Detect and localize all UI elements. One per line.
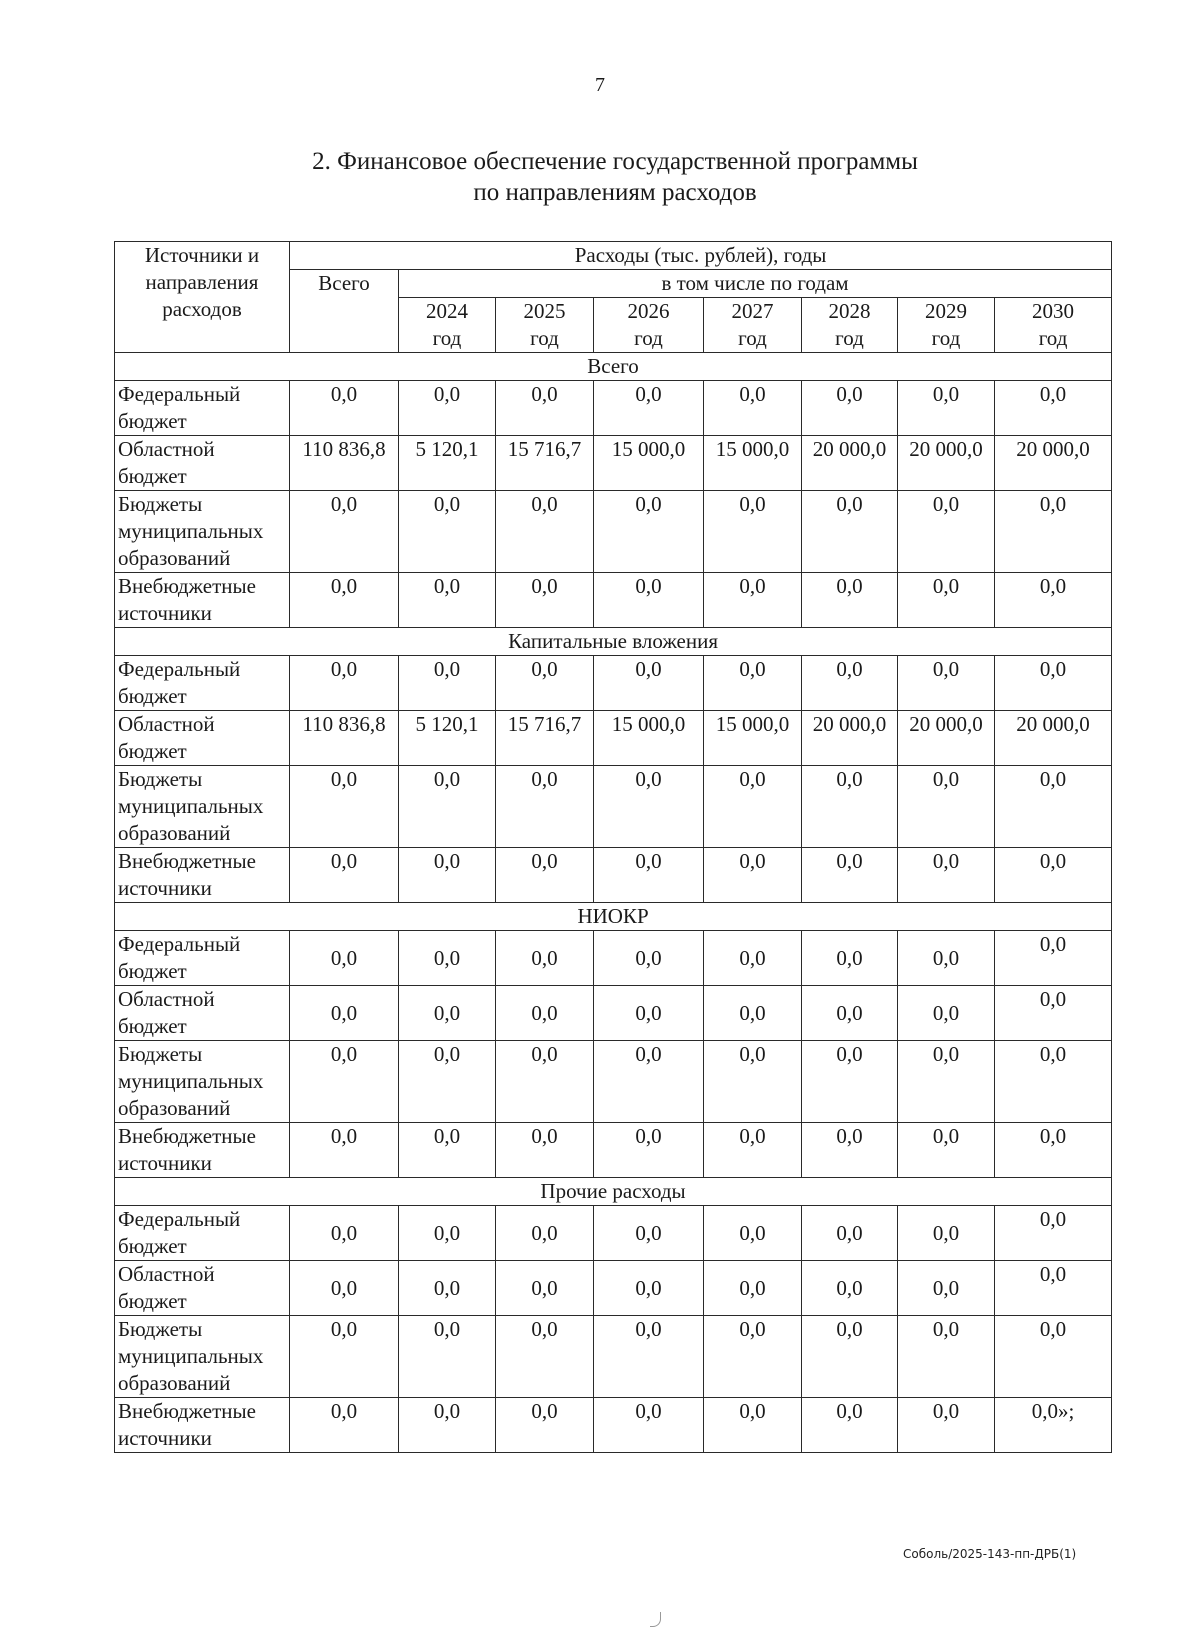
header-year: [496, 298, 594, 353]
value-cell: 0,0: [496, 1261, 594, 1316]
header-year-word: год: [634, 326, 663, 350]
header-expenses: Расходы (тыс. рублей), годы: [290, 242, 1112, 270]
value-cell: 0,0: [898, 766, 995, 848]
header-year-number: 2026: [627, 299, 670, 323]
value-cell: 0,0: [594, 848, 704, 903]
value-cell: 20 000,0: [898, 436, 995, 491]
value-cell: 15 716,7: [496, 711, 594, 766]
value-cell: 110 836,8: [290, 436, 399, 491]
header-year: [802, 298, 898, 353]
header-year: [594, 298, 704, 353]
row-label: Областной бюджет: [115, 436, 290, 491]
header-year-number: 2030: [1032, 299, 1075, 323]
header-year-number: 2027: [731, 299, 774, 323]
value-cell: 0,0: [704, 1398, 802, 1453]
row-label: Внебюджетные источники: [115, 848, 290, 903]
value-cell: 0,0: [290, 848, 399, 903]
value-cell: 0,0: [898, 931, 995, 986]
value-cell: 20 000,0: [802, 436, 898, 491]
value-cell: 0,0: [290, 1123, 399, 1178]
row-label: Внебюджетные источники: [115, 1123, 290, 1178]
header-year: [995, 298, 1112, 353]
value-cell: 0,0: [995, 1316, 1112, 1398]
value-cell: 0,0: [704, 1123, 802, 1178]
value-cell: 0,0: [399, 1398, 496, 1453]
header-total: Всего: [290, 270, 399, 353]
value-cell: 20 000,0: [995, 436, 1112, 491]
value-cell: 0,0: [995, 848, 1112, 903]
value-cell: 0,0: [594, 1123, 704, 1178]
section-title: Всего: [115, 353, 1112, 381]
header-including-years: в том числе по годам: [399, 270, 1112, 298]
value-cell: 0,0: [898, 1398, 995, 1453]
header-year-number: 2029: [925, 299, 967, 323]
value-cell: 20 000,0: [802, 711, 898, 766]
row-label: Областной бюджет: [115, 1261, 290, 1316]
value-cell: 0,0: [594, 1261, 704, 1316]
table-row: [115, 986, 1112, 1041]
table-row: [115, 491, 1112, 573]
value-cell: 0,0: [594, 573, 704, 628]
value-cell: 0,0: [995, 1261, 1112, 1316]
value-cell: 0,0: [290, 1398, 399, 1453]
section-header-row: [115, 353, 1112, 381]
section-title: НИОКР: [115, 903, 1112, 931]
row-label: Федеральный бюджет: [115, 656, 290, 711]
row-label: Федеральный бюджет: [115, 1206, 290, 1261]
value-cell: 0,0: [290, 931, 399, 986]
value-cell: 0,0: [496, 656, 594, 711]
value-cell: 0,0: [704, 381, 802, 436]
table-row: [115, 1316, 1112, 1398]
value-cell: 0,0: [802, 1398, 898, 1453]
value-cell: 0,0: [290, 1261, 399, 1316]
value-cell: 0,0: [802, 766, 898, 848]
value-cell: 0,0: [399, 766, 496, 848]
value-cell: 0,0: [898, 656, 995, 711]
value-cell: 0,0: [995, 931, 1112, 986]
value-cell: 0,0: [594, 1041, 704, 1123]
value-cell: 0,0: [704, 573, 802, 628]
value-cell: 0,0: [995, 381, 1112, 436]
value-cell: 0,0: [594, 381, 704, 436]
value-cell: 5 120,1: [399, 711, 496, 766]
header-year-word: год: [432, 326, 462, 350]
value-cell: 0,0: [704, 1316, 802, 1398]
value-cell: 0,0: [995, 491, 1112, 573]
value-cell: 0,0: [898, 1316, 995, 1398]
value-cell: 0,0: [399, 1316, 496, 1398]
header-year-word: год: [1038, 326, 1068, 350]
value-cell: 0,0: [399, 931, 496, 986]
table-body: [115, 353, 1112, 1453]
value-cell: 0,0: [898, 1261, 995, 1316]
value-cell: 0,0: [802, 573, 898, 628]
value-cell: 0,0: [995, 1123, 1112, 1178]
value-cell: 0,0: [496, 1398, 594, 1453]
table-row: [115, 1123, 1112, 1178]
value-cell: 0,0: [898, 381, 995, 436]
value-cell: 0,0: [898, 986, 995, 1041]
value-cell: 0,0: [802, 1261, 898, 1316]
value-cell: 0,0: [898, 1041, 995, 1123]
value-cell: 0,0: [802, 986, 898, 1041]
table-row: [115, 436, 1112, 491]
value-cell: 0,0: [704, 1261, 802, 1316]
table-row: [115, 1261, 1112, 1316]
value-cell: 0,0: [399, 381, 496, 436]
section-title: Капитальные вложения: [115, 628, 1112, 656]
row-label: Бюджеты муниципальных образований: [115, 766, 290, 848]
page-number: 7: [595, 74, 605, 96]
value-cell: 0,0: [594, 491, 704, 573]
value-cell: 0,0: [995, 656, 1112, 711]
value-cell: 0,0: [496, 573, 594, 628]
value-cell: 0,0: [290, 986, 399, 1041]
financing-table: [114, 241, 1112, 1453]
table-row: [115, 1041, 1112, 1123]
value-cell: 0,0: [704, 766, 802, 848]
section-header-row: [115, 1178, 1112, 1206]
value-cell: 5 120,1: [399, 436, 496, 491]
value-cell: 0,0: [594, 766, 704, 848]
value-cell: 0,0: [898, 848, 995, 903]
value-cell: 0,0: [496, 986, 594, 1041]
value-cell: 0,0: [898, 1123, 995, 1178]
value-cell: 0,0: [399, 491, 496, 573]
document-title: [0, 146, 1200, 208]
value-cell: 0,0: [496, 491, 594, 573]
table-row: [115, 848, 1112, 903]
header-year: [898, 298, 995, 353]
value-cell: 0,0: [802, 931, 898, 986]
header-year-word: год: [931, 326, 961, 350]
value-cell: 15 716,7: [496, 436, 594, 491]
value-cell: 0,0: [594, 986, 704, 1041]
section-header-row: [115, 628, 1112, 656]
row-label: Областной бюджет: [115, 986, 290, 1041]
value-cell: 0,0: [290, 656, 399, 711]
value-cell: 0,0: [399, 656, 496, 711]
header-year-number: 2028: [828, 299, 871, 323]
value-cell: 0,0: [802, 381, 898, 436]
value-cell: 0,0: [704, 491, 802, 573]
value-cell: 0,0: [290, 573, 399, 628]
title-line-2: по направлениям расходов: [473, 179, 757, 206]
value-cell: 0,0: [290, 381, 399, 436]
value-cell: 0,0: [802, 1206, 898, 1261]
value-cell: 0,0: [399, 1123, 496, 1178]
header-year-word: год: [835, 326, 864, 350]
value-cell: 0,0: [995, 766, 1112, 848]
value-cell: 110 836,8: [290, 711, 399, 766]
value-cell: 0,0: [802, 848, 898, 903]
value-cell: 0,0: [399, 986, 496, 1041]
value-cell: 0,0: [898, 573, 995, 628]
value-cell: 15 000,0: [704, 436, 802, 491]
value-cell: 0,0: [704, 931, 802, 986]
value-cell: 0,0: [704, 656, 802, 711]
section-title: Прочие расходы: [115, 1178, 1112, 1206]
value-cell: 0,0: [496, 1123, 594, 1178]
document-code: Соболь/2025-143-пп-ДРБ(1): [903, 1547, 1077, 1561]
row-label: Бюджеты муниципальных образований: [115, 491, 290, 573]
row-label: Внебюджетные источники: [115, 1398, 290, 1453]
value-cell: 0,0: [704, 986, 802, 1041]
value-cell: 0,0: [399, 1206, 496, 1261]
row-label: Федеральный бюджет: [115, 931, 290, 986]
value-cell: 0,0: [496, 766, 594, 848]
value-cell: 0,0: [496, 848, 594, 903]
value-cell: 0,0: [290, 1206, 399, 1261]
table-row: [115, 1206, 1112, 1261]
value-cell: 0,0: [802, 1041, 898, 1123]
value-cell: 0,0: [995, 986, 1112, 1041]
value-cell: 0,0: [496, 1316, 594, 1398]
value-cell: 0,0: [802, 1123, 898, 1178]
value-cell: 0,0: [399, 1041, 496, 1123]
value-cell: 0,0: [704, 1206, 802, 1261]
table-row: [115, 1398, 1112, 1453]
value-cell: 0,0: [496, 381, 594, 436]
value-cell: 0,0: [995, 573, 1112, 628]
value-cell: 0,0: [898, 491, 995, 573]
value-cell: 0,0: [995, 1041, 1112, 1123]
value-cell: 15 000,0: [704, 711, 802, 766]
section-header-row: [115, 903, 1112, 931]
value-cell: 0,0: [802, 656, 898, 711]
value-cell: 0,0: [594, 1398, 704, 1453]
value-cell: 0,0: [898, 1206, 995, 1261]
value-cell: 0,0: [399, 1261, 496, 1316]
value-cell: 15 000,0: [594, 711, 704, 766]
value-cell: 0,0: [594, 656, 704, 711]
value-cell: 0,0: [399, 848, 496, 903]
value-cell: 0,0: [594, 1316, 704, 1398]
header-year-word: год: [530, 326, 559, 350]
title-line-1: 2. Финансовое обеспечение государственной программы: [312, 148, 918, 175]
table-row: [115, 381, 1112, 436]
value-cell: 0,0: [496, 1206, 594, 1261]
value-cell: 0,0: [496, 1041, 594, 1123]
table-row: [115, 573, 1112, 628]
value-cell: 0,0: [704, 1041, 802, 1123]
value-cell: 0,0: [802, 1316, 898, 1398]
value-cell: 0,0: [290, 491, 399, 573]
table-row: [115, 931, 1112, 986]
row-label: Бюджеты муниципальных образований: [115, 1316, 290, 1398]
value-cell: 0,0: [594, 1206, 704, 1261]
header-sources: Источники и направления расходов: [115, 242, 290, 353]
table-row: [115, 711, 1112, 766]
header-year-word: год: [738, 326, 767, 350]
header-year-number: 2025: [523, 299, 566, 323]
value-cell: 20 000,0: [995, 711, 1112, 766]
row-label: Федеральный бюджет: [115, 381, 290, 436]
value-cell: 0,0: [995, 1206, 1112, 1261]
value-cell: 0,0»;: [995, 1398, 1112, 1453]
table-row: [115, 656, 1112, 711]
value-cell: 0,0: [399, 573, 496, 628]
table-header: [115, 242, 1112, 353]
value-cell: 20 000,0: [898, 711, 995, 766]
value-cell: 0,0: [290, 1041, 399, 1123]
row-label: Бюджеты муниципальных образований: [115, 1041, 290, 1123]
table-row: [115, 766, 1112, 848]
value-cell: 0,0: [802, 491, 898, 573]
header-year-number: 2024: [426, 299, 468, 323]
value-cell: 0,0: [290, 766, 399, 848]
row-label: Внебюджетные источники: [115, 573, 290, 628]
header-year: [704, 298, 802, 353]
value-cell: 0,0: [290, 1316, 399, 1398]
value-cell: 0,0: [496, 931, 594, 986]
value-cell: 0,0: [704, 848, 802, 903]
header-year: [399, 298, 496, 353]
value-cell: 15 000,0: [594, 436, 704, 491]
scan-mark: [650, 1612, 661, 1627]
value-cell: 0,0: [594, 931, 704, 986]
row-label: Областной бюджет: [115, 711, 290, 766]
